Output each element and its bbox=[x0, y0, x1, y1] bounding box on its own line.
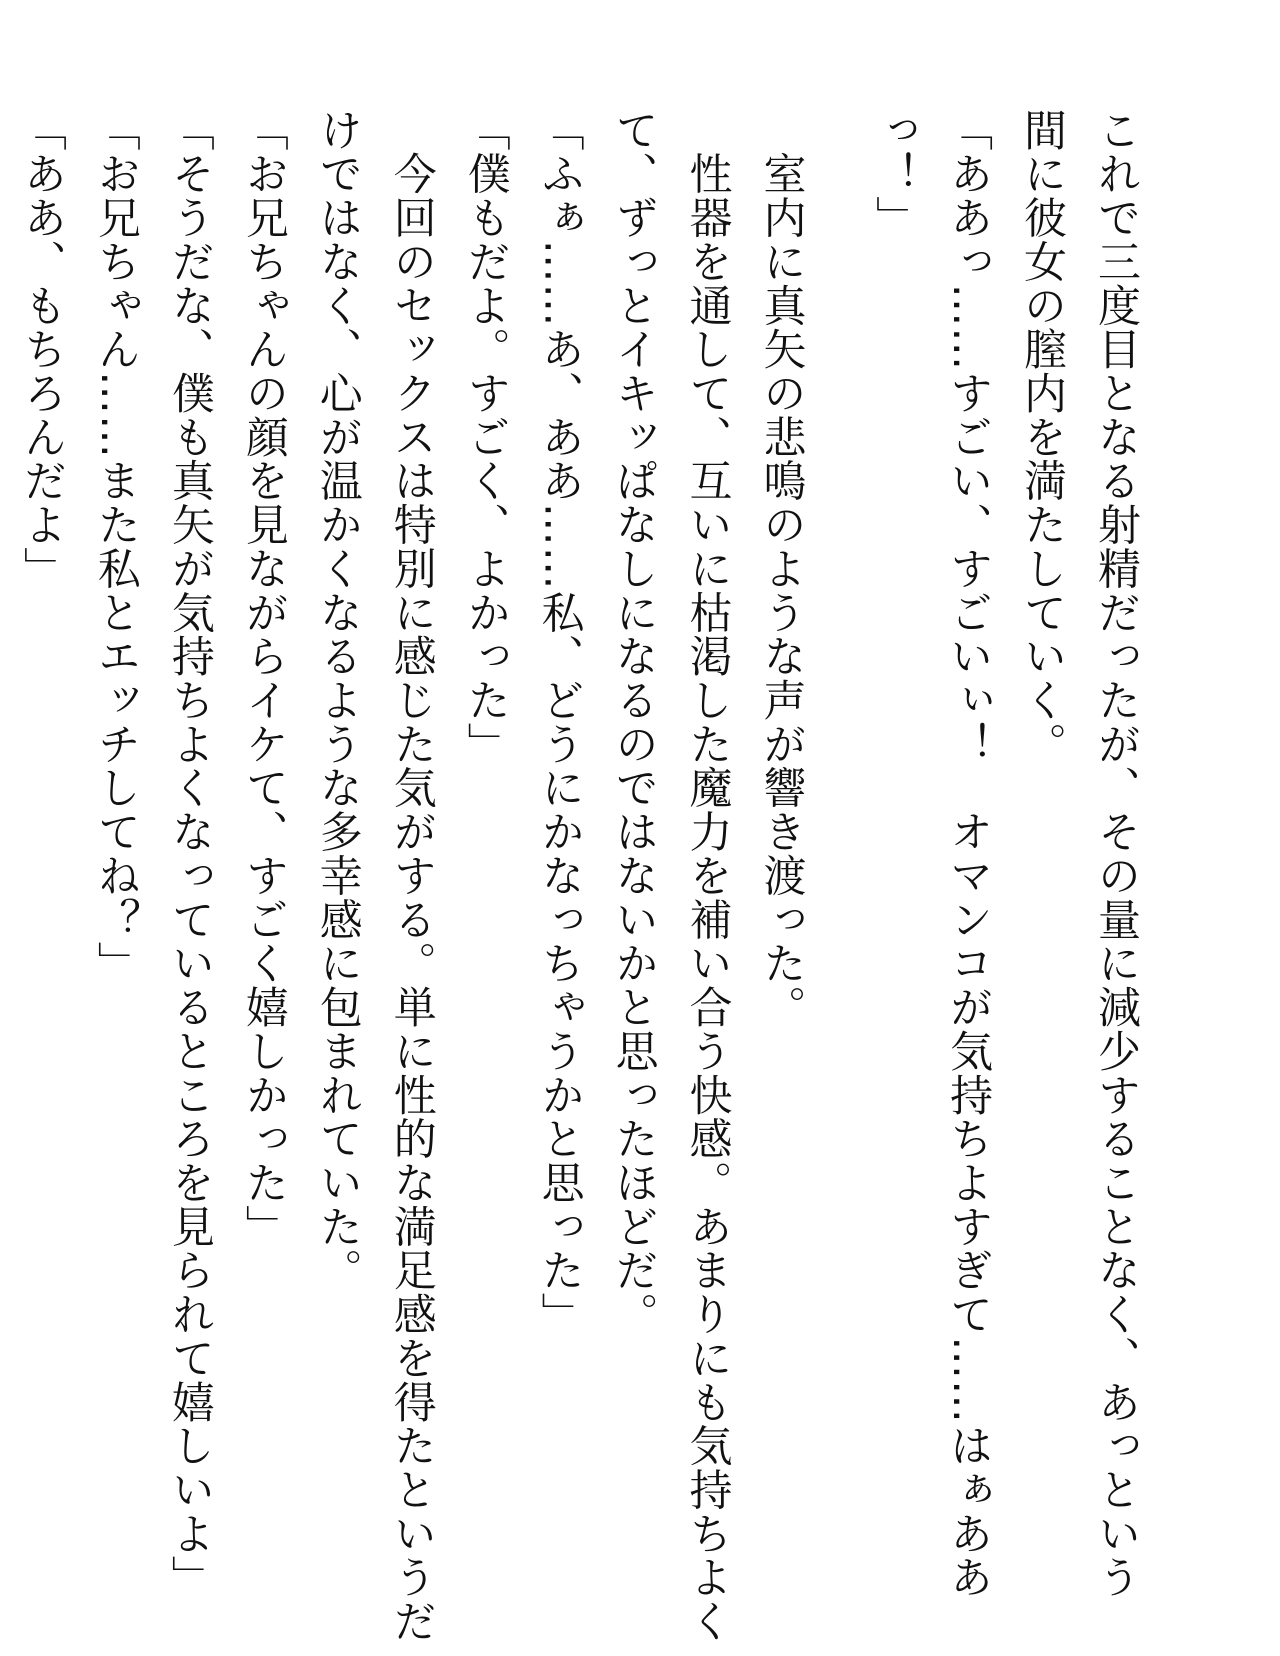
text-line-17 bbox=[0, 108, 4, 1618]
text-line-12: けではなく、心が温かくなるような多幸感に包まれていた。 bbox=[312, 108, 363, 1293]
text-line-6: 室内に真矢の悲鳴のような声が響き渡った。 bbox=[756, 108, 807, 1030]
vertical-text-body bbox=[0, 108, 1152, 1644]
text-line-2: 間に彼女の膣内を満たしていく。 bbox=[1017, 108, 1068, 766]
text-line-4: っ！」 bbox=[869, 108, 920, 240]
text-line-16: 「ああ、もちろんだよ」 bbox=[16, 108, 67, 591]
text-line-13: 「お兄ちゃんの顔を見ながらイケて、すごく嬉しかった」 bbox=[238, 108, 289, 1249]
blank-line bbox=[818, 108, 857, 1618]
text-line-1: これで三度目となる射精だったが、その量に減少することなく、あっという bbox=[1091, 108, 1141, 1600]
text-line-10: 「僕もだよ。すごく、よかった」 bbox=[460, 108, 511, 766]
text-line-11: 今回のセックスは特別に感じた気がする。単に性的な満足感を得たというだ bbox=[386, 108, 437, 1644]
text-line-3: 「ああっ……すごい、すごいぃ！ オマンコが気持ちよすぎて……はぁああ bbox=[943, 108, 994, 1600]
text-line-7: 性器を通して、互いに枯渇した魔力を補い合う快感。あまりにも気持ちよく bbox=[682, 108, 733, 1644]
text-line-9: 「ふぁ……あ、ああ……私、どうにかなっちゃうかと思った」 bbox=[534, 108, 585, 1337]
text-line-8: て、ずっとイキッぱなしになるのではないかと思ったほどだ。 bbox=[608, 108, 659, 1337]
text-line-14: 「そうだな、僕も真矢が気持ちよくなっているところを見られて嬉しいよ」 bbox=[164, 108, 215, 1600]
text-line-15: 「お兄ちゃん……また私とエッチしてね？」 bbox=[90, 108, 141, 986]
